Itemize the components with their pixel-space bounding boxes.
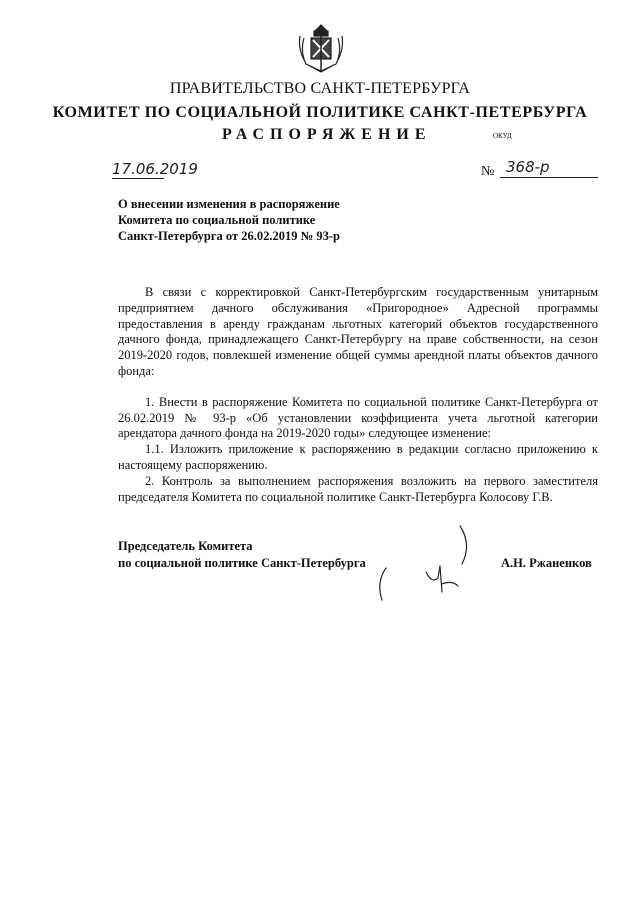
document-date: 17.06.2019 (112, 160, 198, 178)
document-number: 368-р (500, 158, 598, 178)
okud-label: ОКУД (493, 132, 512, 140)
signer-title (118, 538, 366, 572)
document-body (118, 285, 598, 505)
committee-title: КОМИТЕТ ПО СОЦИАЛЬНОЙ ПОЛИТИКЕ САНКТ-ПЕТЕРБУРГА (52, 104, 588, 121)
body-paragraph: В связи с корректировкой Санкт-Петербургским государственным унитарным предприятием дачного обслуживания «Пригородное» Адресной программы предоставления в аренду гражданам льготных категорий объектов государственного дачного фонда, принадлежащего Санкт-Петербургу на праве собственности, на сезон 2019-2020 годов, повлекшей изменение общей суммы арендной платы объектов дачного фонда: (118, 285, 598, 378)
document-subject (118, 196, 340, 244)
document-type-title: РАСПОРЯЖЕНИЕ (222, 126, 432, 143)
body-paragraph: 2. Контроль за выполнением распоряжения возложить на первого заместителя председателя Комитета по социальной политике Санкт-Петербурга Колосову Г.В. (118, 473, 598, 504)
signer-title-line: по социальной политике Санкт-Петербурга (118, 556, 366, 570)
subject-line: О внесении изменения в распоряжение (118, 197, 340, 211)
body-paragraph: 1.1. Изложить приложение к распоряжению в редакции согласно приложению к настоящему распоряжению. (118, 442, 598, 472)
signer-title-line: Председатель Комитета (118, 539, 253, 553)
subject-line: Санкт-Петербурга от 26.02.2019 № 93-р (118, 229, 340, 243)
city-coat-of-arms-icon (296, 22, 346, 74)
document-number-label: № (481, 164, 495, 179)
body-paragraph: 1. Внести в распоряжение Комитета по социальной политике Санкт-Петербурга от 26.02.2019 № 93-р «Об установлении коэффициента учета льготной категории арендатора дачного фонда на 2019-2020 годы» следующее изменение: (118, 394, 598, 441)
signer-name: А.Н. Ржаненков (501, 556, 592, 570)
subject-line: Комитета по социальной политике (118, 213, 316, 227)
handwritten-signature (372, 522, 472, 602)
government-title: ПРАВИТЕЛЬСТВО САНКТ-ПЕТЕРБУРГА (169, 80, 471, 97)
